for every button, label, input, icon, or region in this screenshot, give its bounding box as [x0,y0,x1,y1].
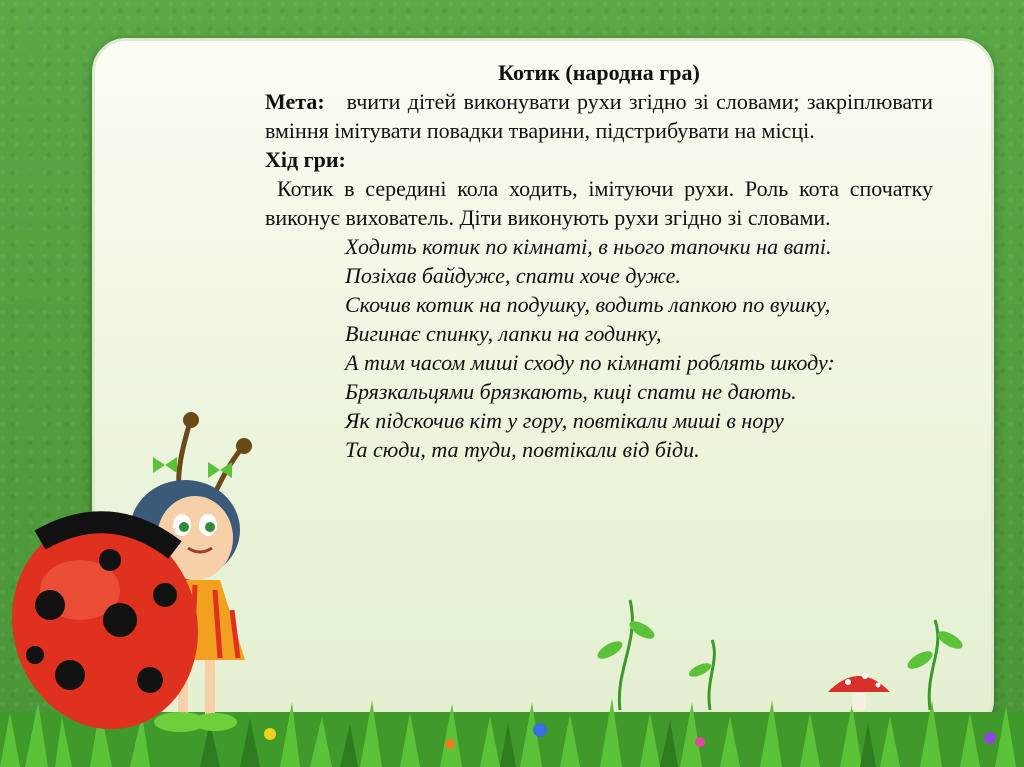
goal-paragraph [265,87,933,145]
plants-decoration [580,590,1000,710]
poem-line: Позіхав байдуже, спати хоче дуже. [345,263,681,288]
page-title: Котик (народна гра) [498,60,700,85]
poem-line: Вигинає спинку, лапки на годинку, [345,321,662,346]
goal-label: Мета: [265,89,325,114]
goal-text: вчити дітей виконувати рухи згідно зі словами; закріплювати вміння імітувати повадки тварини, підстрибувати на місці. [265,89,933,143]
ladybug-girl-illustration [10,410,270,760]
poem-line: Та сюди, та туди, повтікали від біди. [345,437,700,462]
poem-line: А тим часом миші сходу по кімнаті роблять шкоду: [345,350,835,375]
poem-line: Скочив котик на подушку, водить лапкою по вушку, [345,292,831,317]
procedure-text: Котик в середині кола ходить, імітуючи рухи. Роль кота спочатку виконує вихователь. Діти виконують рухи згідно зі словами. [265,176,933,230]
poem-line: Як підскочив кіт у гору, повтікали миші в нору [345,408,784,433]
poem-line: Брязкальцями брязкають, киці спати не дають. [345,379,797,404]
poem [345,232,933,464]
text-block [265,58,933,464]
mushroom-icon [828,673,890,710]
procedure-label: Хід гри: [265,147,346,172]
poem-line: Ходить котик по кімнаті, в нього тапочки на ваті. [345,234,832,259]
